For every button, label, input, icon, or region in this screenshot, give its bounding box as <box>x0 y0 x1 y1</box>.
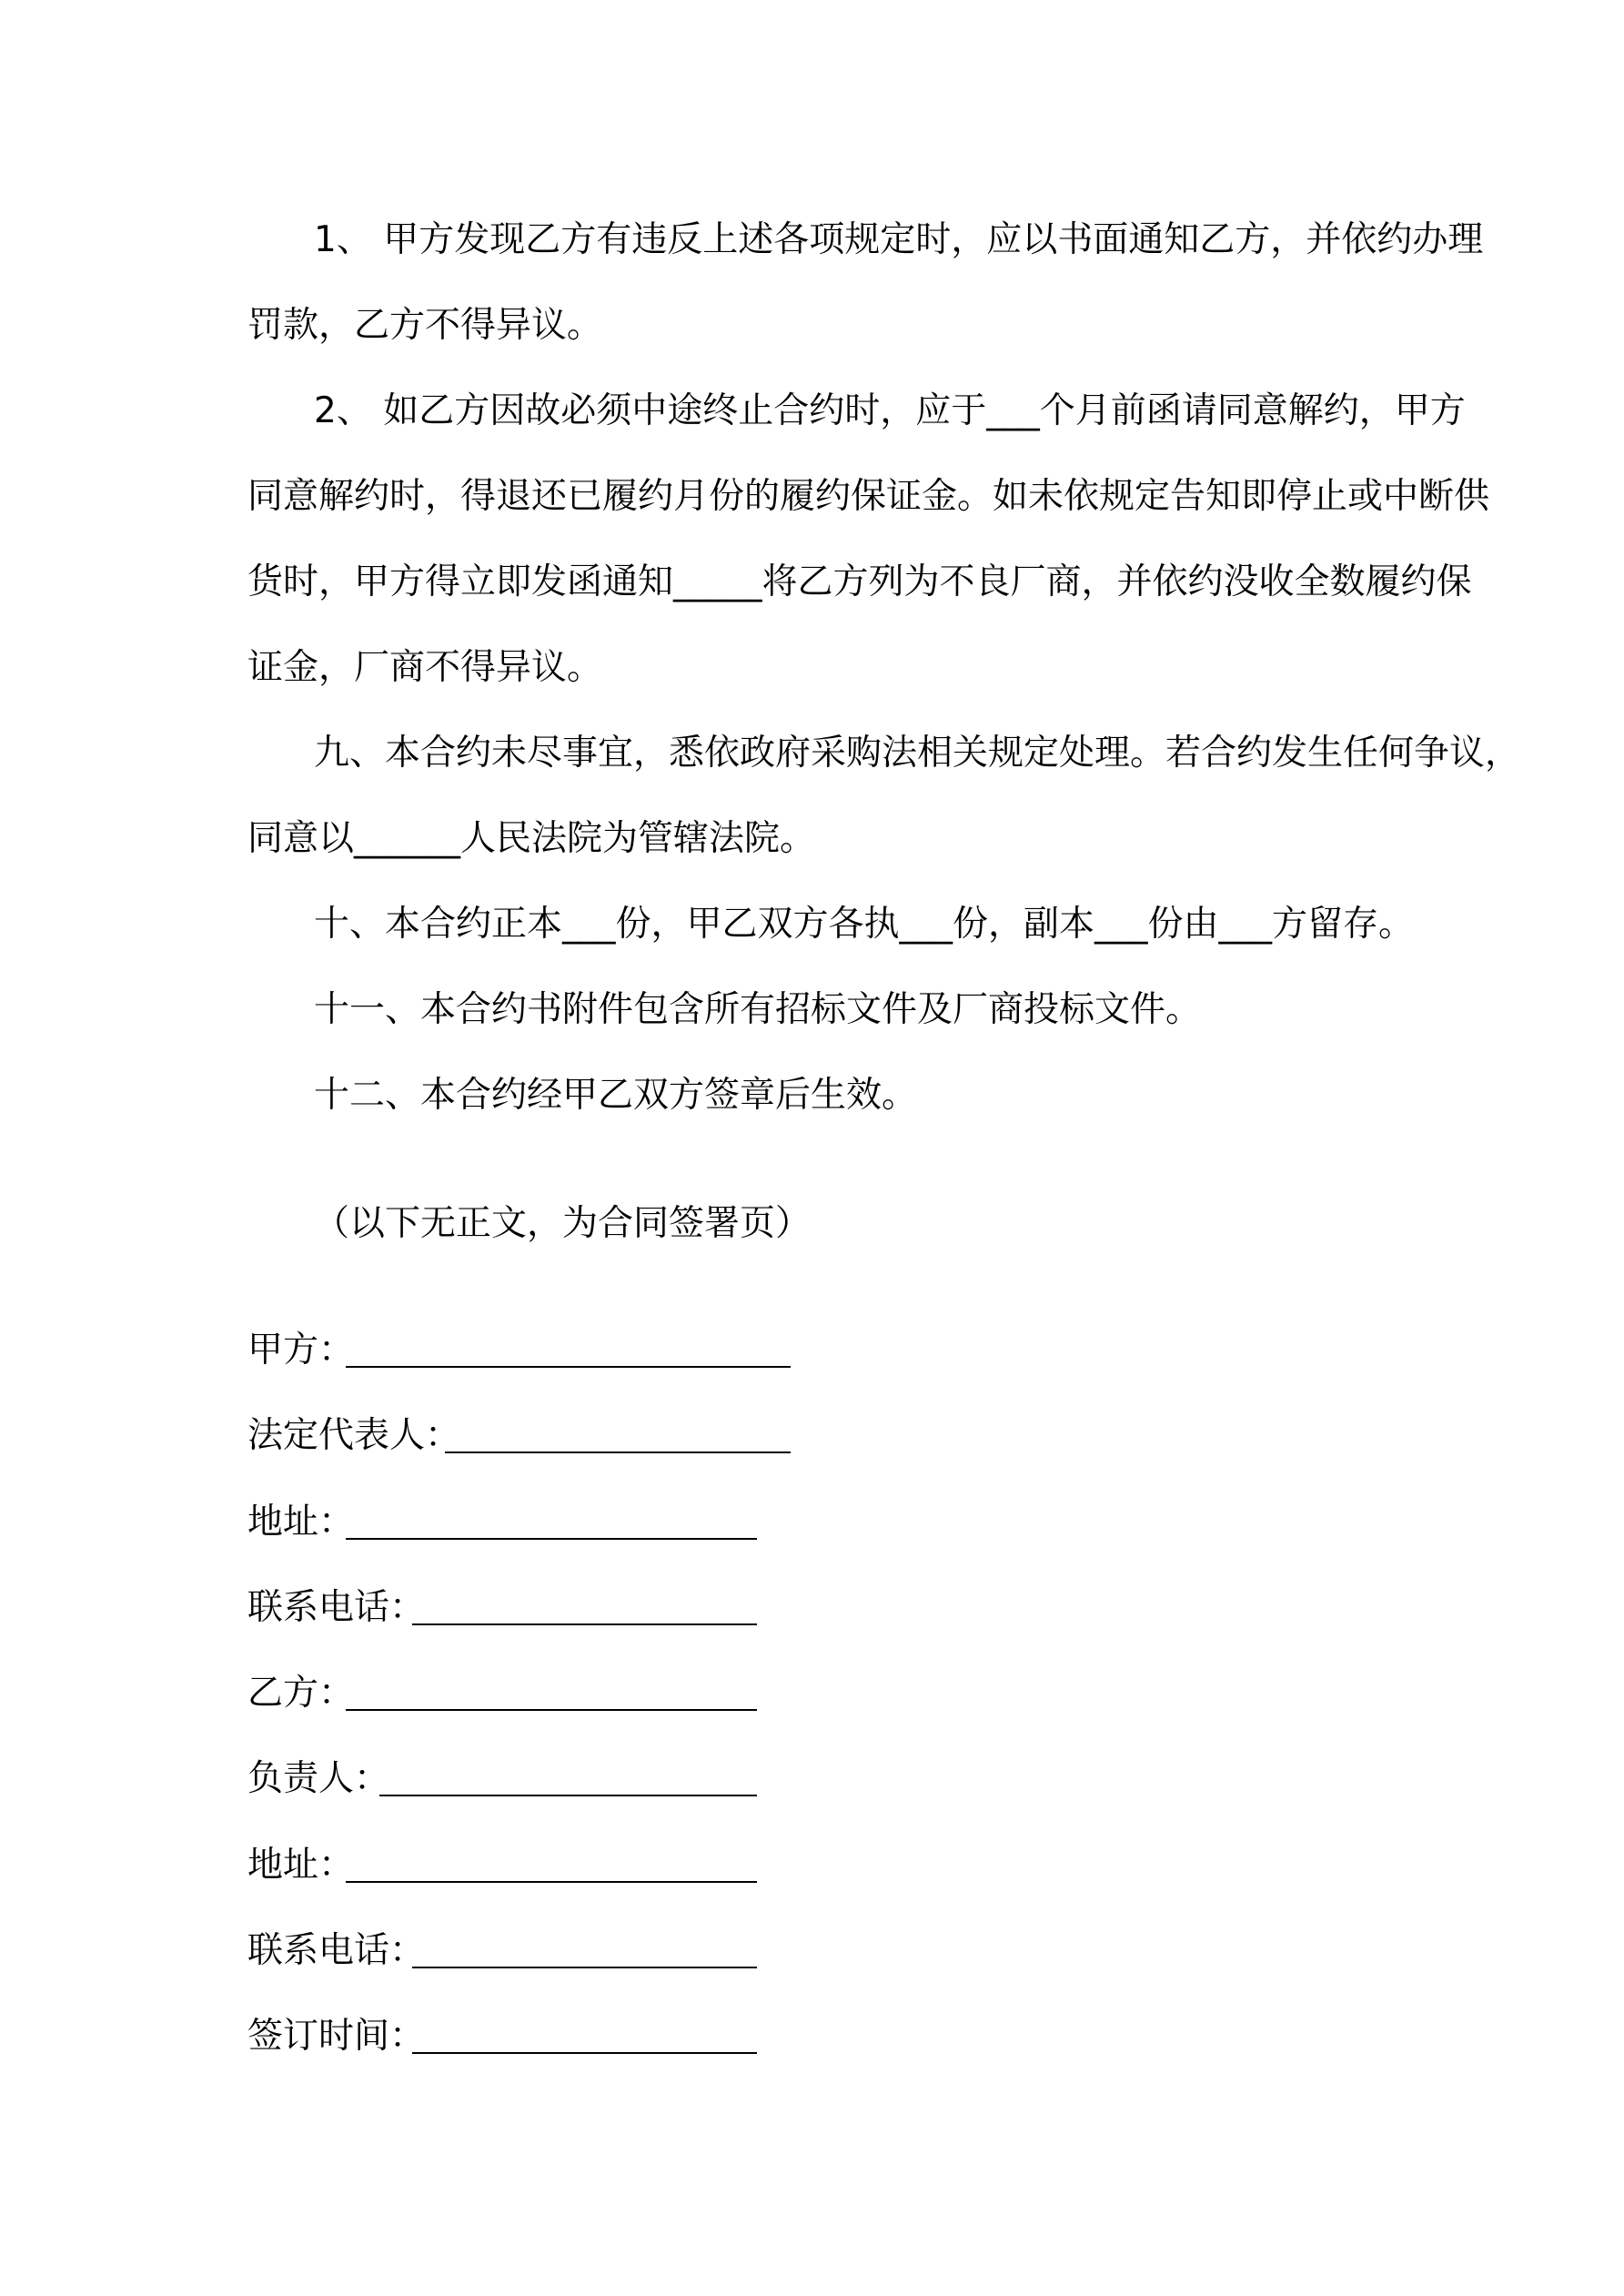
phone-b-label: 联系电话： <box>247 1930 426 1972</box>
phone-a-blank[interactable] <box>412 1623 757 1625</box>
legal-rep-row <box>247 1393 884 1479</box>
party-b-blank[interactable] <box>346 1709 757 1711</box>
sign-date-blank[interactable] <box>412 2052 757 2054</box>
sign-date-row <box>247 1994 884 2079</box>
phone-b-blank[interactable] <box>412 1967 757 1968</box>
legal-rep-label: 法定代表人： <box>247 1415 461 1457</box>
address-a-row <box>247 1480 884 1565</box>
signature-page-note: （以下无正文，为合同签署页） <box>314 1203 812 1244</box>
signature-block <box>247 1308 884 2080</box>
address-a-label: 地址： <box>247 1501 355 1542</box>
address-b-row <box>247 1823 884 1908</box>
person-in-charge-row <box>247 1736 884 1822</box>
sign-date-label: 签订时间： <box>247 2016 426 2058</box>
clause-2-line: 货时，甲方得立即发函通知_____将乙方列为不良厂商，并依约没收全数履约保 <box>247 561 1472 602</box>
clause-9-line: 九、本合约未尽事宜，悉依政府采购法相关规定处理。若合约发生任何争议， <box>314 733 1521 774</box>
contract-body <box>247 197 1521 1138</box>
person-in-charge-blank[interactable] <box>379 1795 757 1796</box>
clause-1-line: 罚款，乙方不得异议。 <box>247 305 603 346</box>
party-b-label: 乙方： <box>247 1673 355 1714</box>
clause-1-line: 1、 甲方发现乙方有违反上述各项规定时，应以书面通知乙方，并依约办理 <box>314 219 1484 260</box>
clause-10: 十、本合约正本___份，甲乙双方各执___份，副本___份由___方留存。 <box>314 904 1415 945</box>
clause-2-line: 2、 如乙方因故必须中途终止合约时，应于___个月前函请同意解约，甲方 <box>314 390 1466 431</box>
clause-9-line: 同意以______人民法院为管辖法院。 <box>247 818 816 859</box>
legal-rep-blank[interactable] <box>445 1451 791 1453</box>
party-a-blank[interactable] <box>346 1366 791 1368</box>
party-b-row <box>247 1651 884 1736</box>
address-b-blank[interactable] <box>346 1881 757 1883</box>
phone-a-label: 联系电话： <box>247 1586 426 1628</box>
person-in-charge-label: 负责人： <box>247 1758 390 1800</box>
party-a-label: 甲方： <box>247 1330 355 1371</box>
clause-2-line: 同意解约时，得退还已履约月份的履约保证金。如未依规定告知即停止或中断供 <box>247 476 1490 517</box>
address-a-blank[interactable] <box>346 1538 757 1540</box>
phone-a-row <box>247 1565 884 1651</box>
address-b-label: 地址： <box>247 1844 355 1886</box>
clause-2-line: 证金，厂商不得异议。 <box>247 647 603 688</box>
clause-12: 十二、本合约经甲乙双方签章后生效。 <box>314 1075 918 1116</box>
phone-b-row <box>247 1908 884 1994</box>
party-a-row <box>247 1308 884 1393</box>
clause-11: 十一、本合约书附件包含所有招标文件及厂商投标文件。 <box>314 989 1202 1030</box>
